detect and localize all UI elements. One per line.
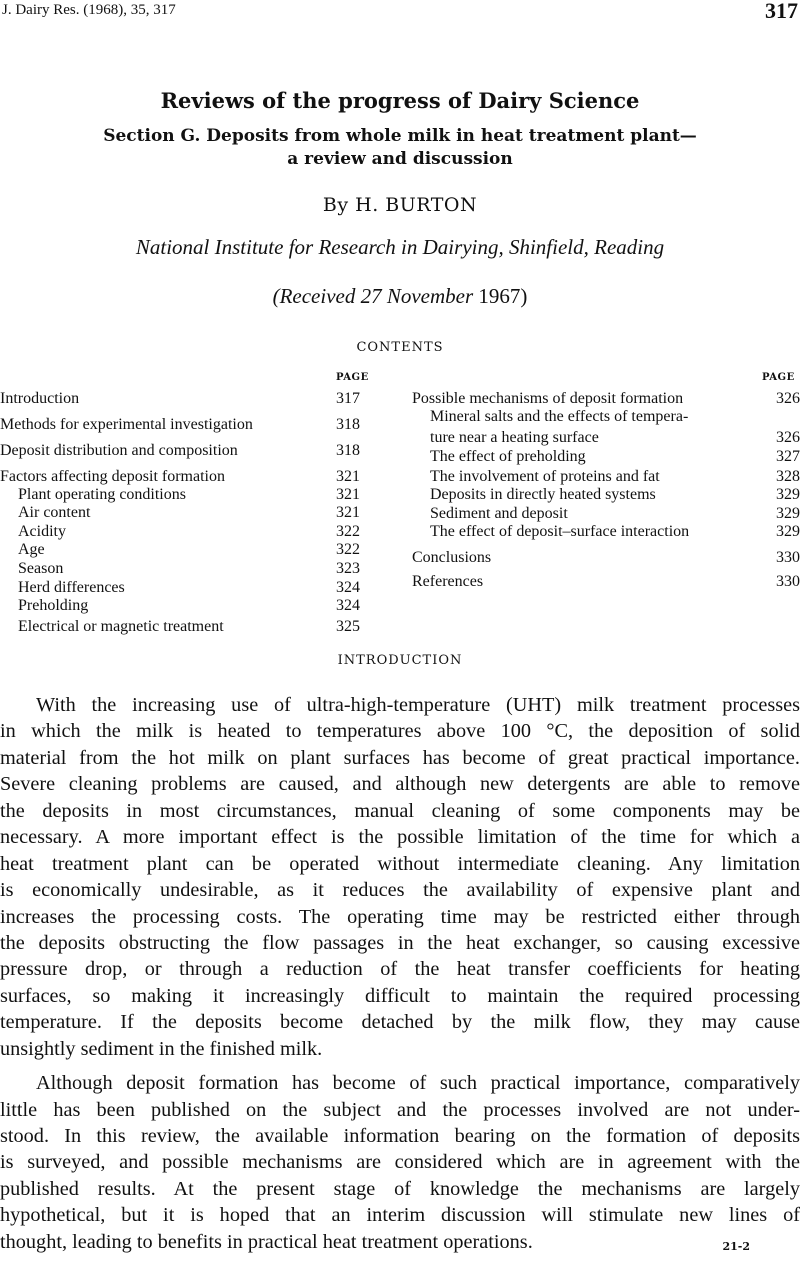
text-line: thought, leading to benefits in practical heat treatment operations. bbox=[0, 1230, 533, 1253]
contents-entry-page: 329 bbox=[776, 486, 800, 503]
text-line: Severe cleaning problems are caused, and although new detergents are able to remove bbox=[0, 773, 800, 796]
contents-entry bbox=[0, 541, 370, 560]
contents-right-column bbox=[412, 390, 800, 640]
text-line: the deposits in most circumstances, manual cleaning of some components may be bbox=[0, 799, 800, 822]
text-line: necessary. A more important effect is the possible limitation of the time for which a bbox=[0, 826, 800, 849]
contents-entry bbox=[0, 468, 370, 487]
text-line: surfaces, so making it increasingly difficult to maintain the required processing bbox=[0, 984, 800, 1007]
received-label: (Received bbox=[272, 284, 356, 308]
subtitle-line: a review and discussion bbox=[287, 149, 513, 169]
received-year: 1967) bbox=[478, 284, 528, 308]
contents-entry-page: 321 bbox=[336, 486, 360, 503]
contents-entry-page: 329 bbox=[776, 505, 800, 522]
contents-entry bbox=[412, 523, 800, 542]
contents-entry-page: 317 bbox=[336, 390, 360, 407]
contents-entry-page: 327 bbox=[776, 448, 800, 465]
contents-entry-label: Age bbox=[18, 541, 45, 558]
page-title: Reviews of the progress of Dairy Science bbox=[160, 88, 640, 113]
contents-entry bbox=[412, 429, 800, 448]
contents-entry-label: Plant operating conditions bbox=[18, 486, 186, 503]
contents-entry-page: 322 bbox=[336, 523, 360, 540]
contents-entry bbox=[412, 505, 800, 524]
contents-entry bbox=[412, 573, 800, 592]
contents-entry-label: Conclusions bbox=[412, 549, 492, 566]
contents-entry-label: Herd differences bbox=[18, 579, 125, 596]
signature-mark: 21-2 bbox=[722, 1240, 750, 1253]
introduction-body bbox=[0, 692, 800, 1255]
contents-entry-label: Possible mechanisms of deposit formation bbox=[412, 390, 684, 407]
contents-entry bbox=[0, 597, 370, 616]
text-line: the deposits obstructing the flow passages in the heat exchanger, so causing excessive bbox=[0, 931, 800, 954]
contents-entry bbox=[412, 408, 800, 427]
contents-entry-page: 326 bbox=[776, 429, 800, 446]
contents-entry-label: Methods for experimental investigation bbox=[0, 416, 253, 433]
contents-entry-page: 324 bbox=[336, 597, 360, 614]
text-line: Although deposit formation has become of such practical importance, comparatively bbox=[36, 1072, 800, 1095]
text-line: heat treatment plant can be operated without intermediate cleaning. Any limitation bbox=[0, 852, 800, 875]
contents-entry-page: 322 bbox=[336, 541, 360, 558]
subtitle bbox=[0, 125, 800, 171]
contents-entry-label: The effect of deposit–surface interaction bbox=[430, 523, 690, 540]
subtitle-line: Section G. Deposits from whole milk in heat treatment plant— bbox=[103, 126, 697, 146]
text-line: in which the milk is heated to temperatures above 100 °C, the deposition of solid bbox=[0, 720, 800, 743]
text-line: unsightly sediment in the finished milk. bbox=[0, 1037, 323, 1060]
contents-entry bbox=[0, 390, 370, 409]
contents-entry bbox=[412, 549, 800, 568]
contents-entry-page: 321 bbox=[336, 468, 360, 485]
author: By H. BURTON bbox=[322, 194, 478, 216]
text-line: With the increasing use of ultra-high-temperature (UHT) milk treatment processes bbox=[36, 694, 800, 716]
contents-entry-page: 325 bbox=[336, 618, 360, 635]
text-line: increases the processing costs. The operating time may be restricted either through bbox=[0, 905, 800, 928]
contents-entry bbox=[0, 618, 370, 637]
text-line: pressure drop, or through a reduction of the heat transfer coefficients for heating bbox=[0, 958, 800, 981]
contents-entry bbox=[412, 390, 800, 409]
contents-entry bbox=[0, 416, 370, 435]
contents-entry bbox=[412, 486, 800, 505]
contents-left-column bbox=[0, 390, 370, 640]
contents-entry-label: Introduction bbox=[0, 390, 80, 407]
contents-entry bbox=[0, 560, 370, 579]
contents-entry bbox=[412, 468, 800, 487]
contents-entry-label: Mineral salts and the effects of tempera- bbox=[430, 408, 689, 425]
affiliation: National Institute for Research in Dairying, Shinfield, Reading bbox=[135, 235, 665, 259]
contents-entry-page: 328 bbox=[776, 468, 800, 485]
contents-entry-page: 321 bbox=[336, 504, 360, 521]
text-line: is surveyed, and possible mechanisms are considered which are in agreement with the bbox=[0, 1151, 800, 1174]
contents-entry-page: 330 bbox=[776, 549, 800, 566]
contents-entry-label: Air content bbox=[18, 504, 91, 521]
contents-entry bbox=[0, 523, 370, 542]
text-line: little has been published on the subject and the processes involved are not under- bbox=[0, 1098, 800, 1121]
contents-entry-label: Electrical or magnetic treatment bbox=[18, 618, 224, 635]
received-day-month: 27 November bbox=[360, 284, 474, 308]
contents-entry-page: 324 bbox=[336, 579, 360, 596]
text-line: published results. At the present stage of knowledge the mechanisms are largely bbox=[0, 1177, 800, 1200]
contents-entry bbox=[0, 579, 370, 598]
contents-entry bbox=[0, 442, 370, 461]
contents-entry-label: Deposit distribution and composition bbox=[0, 442, 238, 459]
contents-entry-label: Preholding bbox=[18, 597, 89, 614]
contents-entry bbox=[0, 504, 370, 523]
contents-entry-label: The involvement of proteins and fat bbox=[430, 468, 660, 485]
page-column-label: PAGE bbox=[762, 372, 795, 383]
received-date bbox=[0, 284, 800, 309]
text-line: hypothetical, but it is hoped that an interim discussion will stimulate new lines of bbox=[0, 1204, 800, 1227]
contents-entry-page: 329 bbox=[776, 523, 800, 540]
page-number: 317 bbox=[765, 0, 798, 23]
contents-heading: CONTENTS bbox=[356, 340, 444, 355]
contents-entry-label: Sediment and deposit bbox=[430, 505, 568, 522]
contents-entry-page: 323 bbox=[336, 560, 360, 577]
contents-entry-label: Deposits in directly heated systems bbox=[430, 486, 656, 503]
text-line: material from the hot milk on plant surfaces has become of great practical importance. bbox=[0, 746, 800, 769]
text-line: stood. In this review, the available information bearing on the formation of deposits bbox=[0, 1125, 800, 1147]
contents-entry-page: 326 bbox=[776, 390, 800, 407]
contents-entry-label: The effect of preholding bbox=[430, 448, 586, 465]
contents-entry-page: 318 bbox=[336, 416, 360, 433]
running-head: J. Dairy Res. (1968), 35, 317 bbox=[2, 2, 176, 18]
contents-entry-page: 330 bbox=[776, 573, 800, 590]
contents-entry-page: 318 bbox=[336, 442, 360, 459]
contents-entry bbox=[0, 486, 370, 505]
contents-entry bbox=[412, 448, 800, 467]
page-column-label: PAGE bbox=[336, 372, 369, 383]
contents-entry-label: References bbox=[412, 573, 484, 590]
paragraph bbox=[0, 1070, 800, 1255]
contents-entry-label: ture near a heating surface bbox=[430, 429, 599, 446]
paragraph bbox=[0, 692, 800, 1062]
section-heading: INTRODUCTION bbox=[337, 653, 463, 668]
text-line: temperature. If the deposits become detached by the milk flow, they may cause bbox=[0, 1011, 800, 1034]
contents-entry-label: Factors affecting deposit formation bbox=[0, 468, 225, 485]
text-line: is economically undesirable, as it reduces the availability of expensive plant and bbox=[0, 879, 800, 902]
contents-entry-label: Season bbox=[18, 560, 64, 577]
contents-entry-label: Acidity bbox=[18, 523, 66, 540]
